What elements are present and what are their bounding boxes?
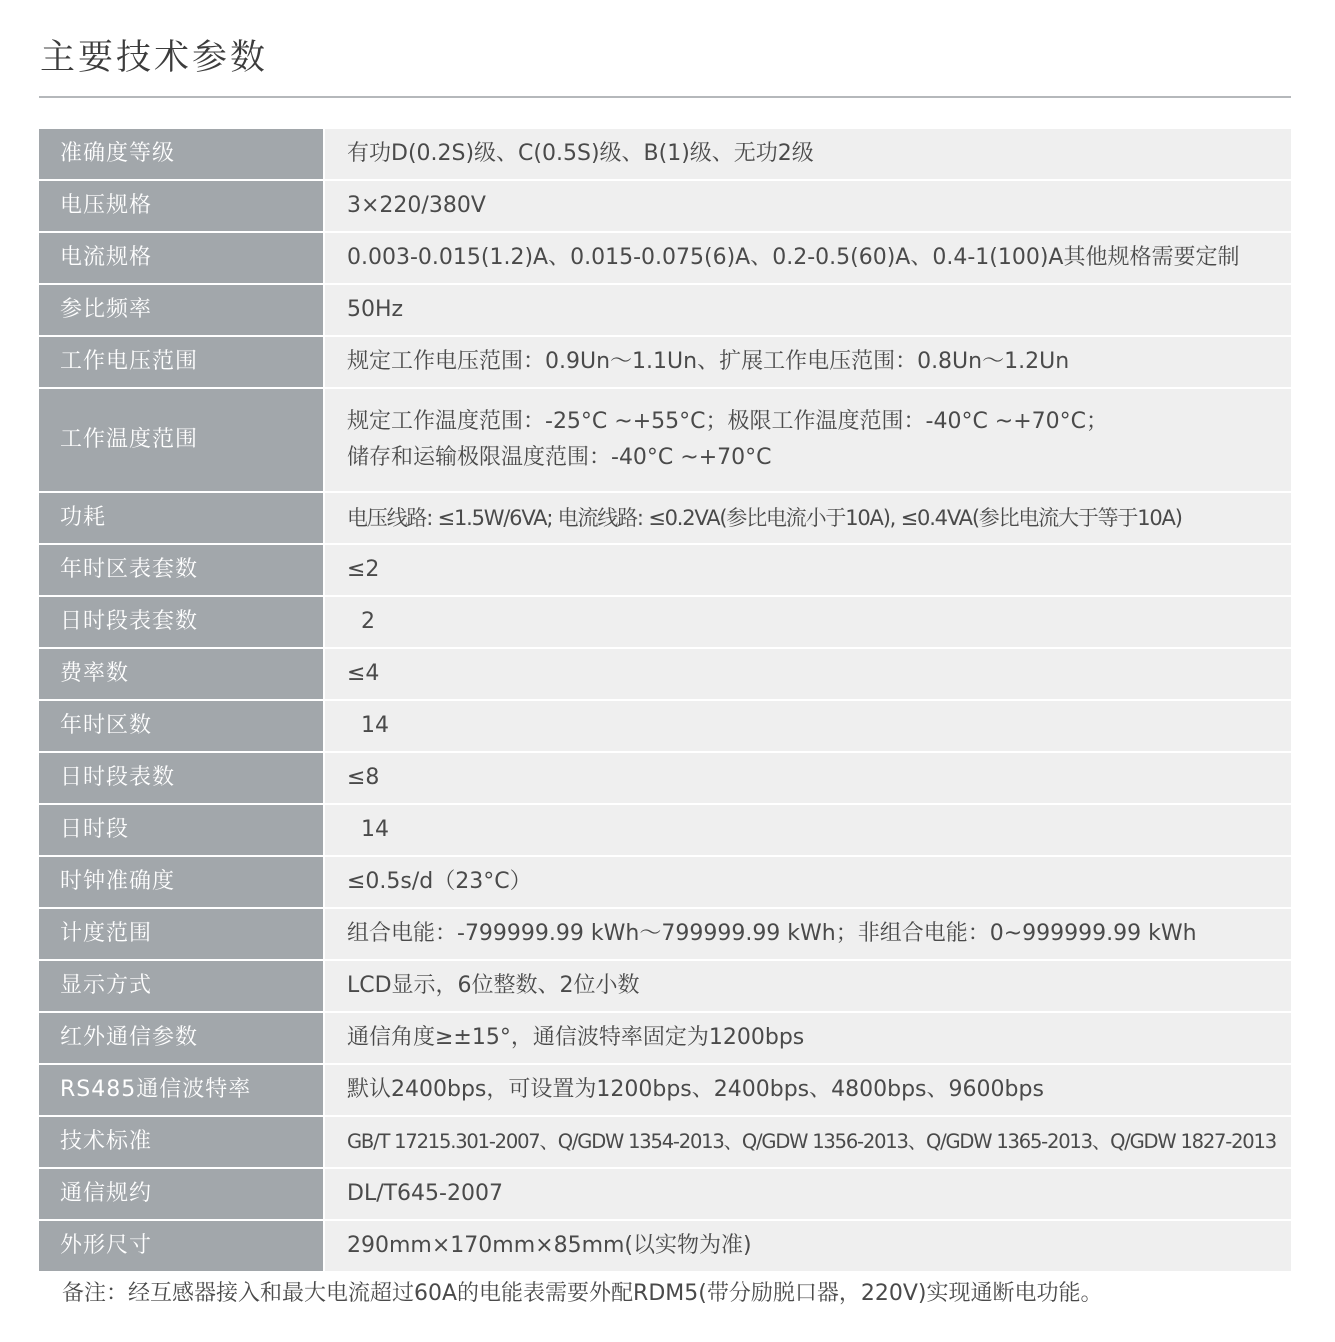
- param-value: 0.003-0.015(1.2)A、0.015-0.075(6)A、0.2-0.5(60)A、0.4-1(100)A其他规格需要定制: [324, 232, 1291, 284]
- param-value: 组合电能：-799999.99 kWh～799999.99 kWh；非组合电能：0~999999.99 kWh: [324, 908, 1291, 960]
- param-name: 电压规格: [39, 180, 324, 232]
- param-name: 年时区表套数: [39, 544, 324, 596]
- footnote: 备注：经互感器接入和最大电流超过60A的电能表需要外配RDM5(带分励脱口器，220V)实现通断电功能。: [62, 1281, 1103, 1306]
- param-value-line: 储存和运输极限温度范围：-40°C ~+70°C: [347, 445, 772, 470]
- table-row: [39, 648, 1291, 700]
- param-name: 外形尺寸: [39, 1220, 324, 1272]
- table-row: [39, 960, 1291, 1012]
- param-value-line: 规定工作温度范围：-25°C ~+55°C；极限工作温度范围：-40°C ~+70°C；: [347, 409, 1109, 434]
- title-divider: [39, 96, 1291, 98]
- param-name: 日时段: [39, 804, 324, 856]
- table-row: [39, 908, 1291, 960]
- param-name: 显示方式: [39, 960, 324, 1012]
- param-value: LCD显示，6位整数、2位小数: [324, 960, 1291, 1012]
- param-value: 默认2400bps，可设置为1200bps、2400bps、4800bps、9600bps: [324, 1064, 1291, 1116]
- table-row: [39, 1220, 1291, 1272]
- param-name: 计度范围: [39, 908, 324, 960]
- param-name: 时钟准确度: [39, 856, 324, 908]
- param-name: 日时段表数: [39, 752, 324, 804]
- table-row: [39, 856, 1291, 908]
- param-value: ≤2: [324, 544, 1291, 596]
- param-name: 红外通信参数: [39, 1012, 324, 1064]
- table-row: [39, 492, 1291, 544]
- table-row: [39, 128, 1291, 180]
- param-name: RS485通信波特率: [39, 1064, 324, 1116]
- param-name: 电流规格: [39, 232, 324, 284]
- param-value: DL/T645-2007: [324, 1168, 1291, 1220]
- table-row: [39, 700, 1291, 752]
- param-value: ≤8: [324, 752, 1291, 804]
- param-value: 50Hz: [324, 284, 1291, 336]
- table-row: [39, 284, 1291, 336]
- param-value: GB/T 17215.301-2007、Q/GDW 1354-2013、Q/GDW 1356-2013、Q/GDW 1365-2013、Q/GDW 1827-2013: [324, 1116, 1291, 1168]
- param-name: 工作电压范围: [39, 336, 324, 388]
- param-name: 技术标准: [39, 1116, 324, 1168]
- param-name: 通信规约: [39, 1168, 324, 1220]
- param-value: 电压线路: ≤1.5W/6VA; 电流线路: ≤0.2VA(参比电流小于10A), ≤0.4VA(参比电流大于等于10A): [324, 492, 1291, 544]
- table-row: [39, 180, 1291, 232]
- spec-table: [39, 127, 1291, 1273]
- table-row: [39, 1116, 1291, 1168]
- param-name: 费率数: [39, 648, 324, 700]
- param-value: 有功D(0.2S)级、C(0.5S)级、B(1)级、无功2级: [324, 128, 1291, 180]
- table-row: [39, 752, 1291, 804]
- table-row: [39, 544, 1291, 596]
- param-value: [324, 388, 1291, 492]
- param-value: ≤4: [324, 648, 1291, 700]
- table-row: [39, 336, 1291, 388]
- param-name: 工作温度范围: [39, 388, 324, 492]
- param-value: 2: [324, 596, 1291, 648]
- param-name: 准确度等级: [39, 128, 324, 180]
- table-row: [39, 596, 1291, 648]
- page-title: 主要技术参数: [40, 38, 269, 78]
- param-value: 通信角度≥±15°，通信波特率固定为1200bps: [324, 1012, 1291, 1064]
- param-value: 14: [324, 700, 1291, 752]
- param-value: ≤0.5s/d（23°C）: [324, 856, 1291, 908]
- param-value: 3×220/380V: [324, 180, 1291, 232]
- param-name: 功耗: [39, 492, 324, 544]
- table-row: [39, 388, 1291, 492]
- param-value: 规定工作电压范围：0.9Un～1.1Un、扩展工作电压范围：0.8Un～1.2Un: [324, 336, 1291, 388]
- table-row: [39, 804, 1291, 856]
- table-row: [39, 1064, 1291, 1116]
- param-name: 参比频率: [39, 284, 324, 336]
- param-name: 年时区数: [39, 700, 324, 752]
- param-name: 日时段表套数: [39, 596, 324, 648]
- param-value: 290mm×170mm×85mm(以实物为准): [324, 1220, 1291, 1272]
- table-row: [39, 1168, 1291, 1220]
- param-value: 14: [324, 804, 1291, 856]
- table-row: [39, 1012, 1291, 1064]
- table-row: [39, 232, 1291, 284]
